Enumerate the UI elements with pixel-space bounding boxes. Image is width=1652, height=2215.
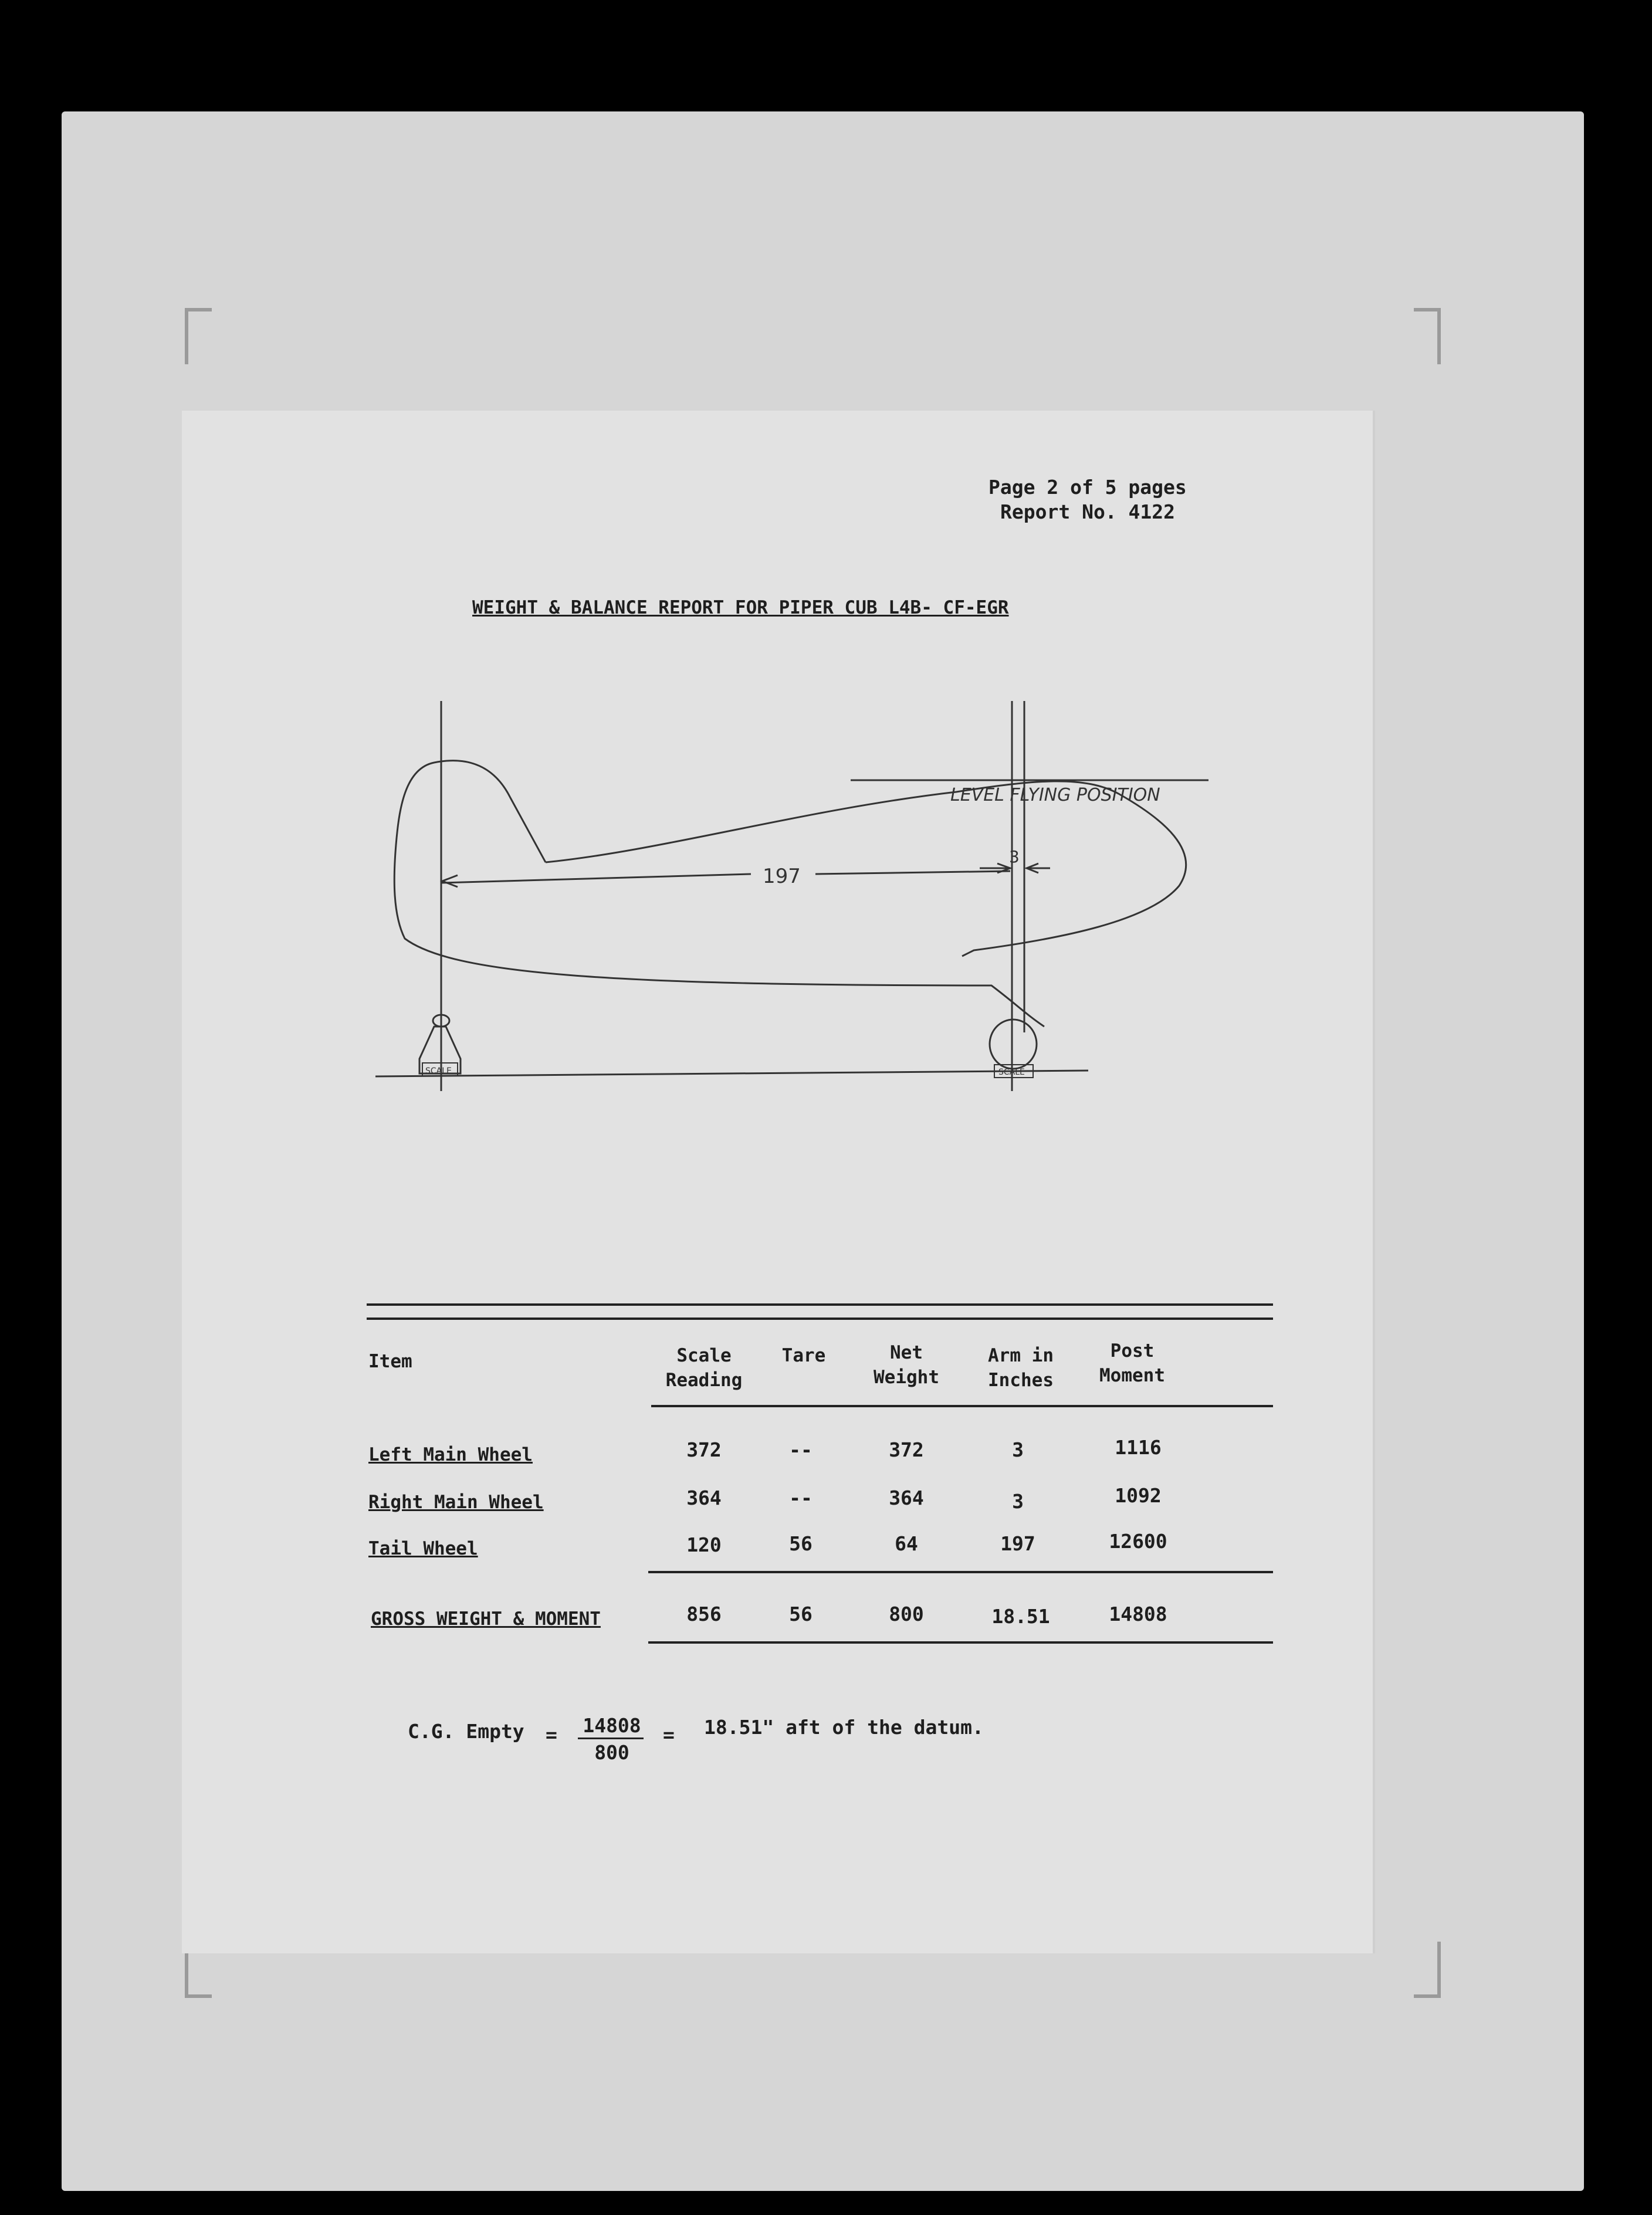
table-top-rule-2 <box>367 1318 1273 1320</box>
short-arm-label: 3 <box>1009 847 1020 866</box>
header-scale-reading: Scale Reading <box>665 1345 743 1391</box>
cell-scale-right: 364 <box>686 1486 722 1509</box>
row-left-main-wheel: Left Main Wheel <box>368 1444 533 1465</box>
cell-tare-total: 56 <box>789 1603 813 1625</box>
header-arm-inches: Arm in Inches <box>988 1345 1054 1391</box>
header-net-weight: Net Weight <box>874 1342 939 1388</box>
row-gross-weight-moment: GROSS WEIGHT & MOMENT <box>371 1608 601 1630</box>
cell-moment-tail: 12600 <box>1109 1530 1167 1553</box>
total-bottom-rule <box>648 1641 1273 1644</box>
corner-bracket-tr <box>1414 308 1441 364</box>
page-number: Page 2 of 5 pages <box>989 476 1187 499</box>
row-right-main-wheel: Right Main Wheel <box>368 1492 544 1513</box>
cell-net-right: 364 <box>889 1486 924 1509</box>
cell-tare-right: -- <box>789 1486 813 1509</box>
cell-arm-total: 18.51 <box>991 1605 1050 1628</box>
cell-arm-tail: 197 <box>1000 1532 1035 1555</box>
level-flying-label: LEVEL FLYING POSITION <box>950 785 1160 805</box>
cell-moment-right: 1092 <box>1115 1484 1162 1507</box>
cell-tare-left: -- <box>789 1438 813 1461</box>
aircraft-sketch <box>358 692 1273 1103</box>
total-top-rule <box>648 1571 1273 1573</box>
cg-denominator: 800 <box>594 1741 629 1764</box>
cell-moment-total: 14808 <box>1109 1603 1167 1625</box>
cell-arm-left: 3 <box>1012 1438 1024 1461</box>
cg-equals-2: = <box>663 1723 675 1746</box>
report-number: Report No. 4122 <box>1000 500 1176 523</box>
cell-tare-tail: 56 <box>789 1532 813 1555</box>
cg-numerator: 14808 <box>583 1714 641 1737</box>
cell-arm-right: 3 <box>1012 1490 1024 1513</box>
corner-bracket-br <box>1414 1942 1441 1998</box>
report-title: WEIGHT & BALANCE REPORT FOR PIPER CUB L4B- CF-EGR <box>472 597 1009 618</box>
row-tail-wheel: Tail Wheel <box>368 1538 478 1559</box>
cell-scale-total: 856 <box>686 1603 722 1625</box>
cell-net-tail: 64 <box>895 1532 918 1555</box>
cell-moment-left: 1116 <box>1115 1436 1162 1459</box>
cell-scale-tail: 120 <box>686 1533 722 1556</box>
scale-label-main: SCALE <box>998 1068 1025 1077</box>
cg-result: 18.51" aft of the datum. <box>704 1716 984 1739</box>
report-page <box>182 411 1373 1953</box>
cell-net-total: 800 <box>889 1603 924 1625</box>
cell-scale-left: 372 <box>686 1438 722 1461</box>
header-underline <box>651 1405 1273 1407</box>
header-item: Item <box>368 1351 412 1372</box>
cg-equals-1: = <box>546 1723 557 1746</box>
long-arm-label: 197 <box>763 865 801 888</box>
cg-label: C.G. Empty <box>408 1720 524 1743</box>
scale-label-tail: SCALE <box>425 1066 452 1076</box>
cell-net-left: 372 <box>889 1438 924 1461</box>
header-post-moment: Post Moment <box>1099 1340 1165 1386</box>
corner-bracket-tl <box>185 308 212 364</box>
cg-fraction-bar <box>578 1738 644 1739</box>
table-top-rule <box>367 1303 1273 1306</box>
header-tare: Tare <box>781 1345 826 1366</box>
